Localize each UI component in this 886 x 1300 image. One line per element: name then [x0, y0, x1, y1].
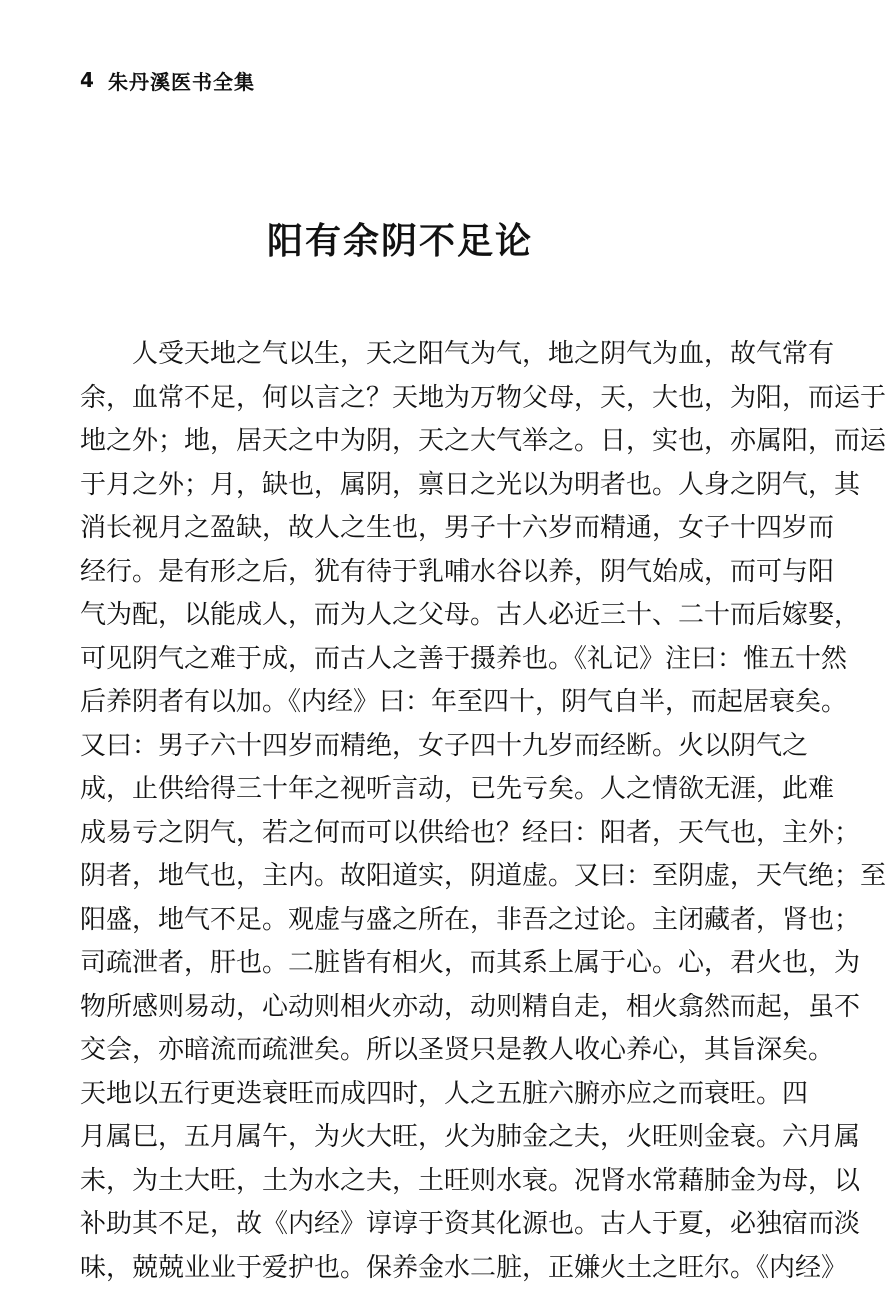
- text-line: 地之外；地，居天之中为阴，天之大气举之。日，实也，亦属阳，而运: [80, 426, 886, 456]
- text-line: 交会，亦暗流而疏泄矣。所以圣贤只是教人收心养心，其旨深矣。: [80, 1035, 835, 1065]
- page-number: 4: [80, 68, 95, 92]
- text-line: 阳盛，地气不足。观虚与盛之所在，非吾之过论。主闭藏者，肾也；: [80, 904, 861, 935]
- text-line: 补助其不足，故《内经》谆谆于资其化源也。古人于夏，必独宿而淡: [80, 1209, 861, 1239]
- text-line: 可见阴气之难于成，而古人之善于摄养也。《礼记》注曰：惟五十然: [80, 643, 848, 674]
- text-line: 成，止供给得三十年之视听言动，已先亏矣。人之情欲无涯，此难: [80, 774, 835, 804]
- text-line: 经行。是有形之后，犹有待于乳哺水谷以养，阴气始成，而可与阳: [80, 556, 835, 587]
- running-head: [80, 66, 255, 94]
- book-title: 朱丹溪医书全集: [108, 69, 255, 94]
- text-line: 阴者，地气也，主内。故阳道实，阴道虚。又曰：至阴虚，天气绝；至: [80, 861, 886, 891]
- text-line: 天地以五行更迭衰旺而成四时，人之五脏六腑亦应之而衰旺。四: [80, 1078, 809, 1109]
- text-line: 未，为土大旺，土为水之夫，土旺则水衰。况肾水常藉肺金为母，以: [80, 1165, 861, 1196]
- text-line: 成易亏之阴气，若之何而可以供给也？经曰：阳者，天气也，主外；: [80, 817, 861, 848]
- text-line: 于月之外；月，缺也，属阴，禀日之光以为明者也。人身之阴气，其: [80, 469, 861, 500]
- text-line: 消长视月之盈缺，故人之生也，男子十六岁而精通，女子十四岁而: [80, 513, 835, 543]
- text-line: 味，兢兢业业于爱护也。保养金水二脏，正嫌火土之旺尔。《内经》: [80, 1252, 848, 1283]
- text-line: 后养阴者有以加。《内经》曰：年至四十，阴气自半，而起居衰矣。: [80, 687, 848, 717]
- text-line: 余，血常不足，何以言之？天地为万物父母，天，大也，为阳，而运于: [80, 382, 886, 413]
- text-line: 气为配，以能成人，而为人之父母。古人必近三十、二十而后嫁娶，: [80, 600, 861, 630]
- text-line: 物所感则易动，心动则相火亦动，动则精自走，相火翕然而起，虽不: [80, 991, 861, 1022]
- article-body: [80, 333, 886, 1290]
- text-line: 又曰：男子六十四岁而精绝，女子四十九岁而经断。火以阴气之: [80, 730, 809, 761]
- text-line: 月属巳，五月属午，为火大旺，火为肺金之夫，火旺则金衰。六月属: [80, 1122, 861, 1152]
- text-line: 司疏泄者，肝也。二脏皆有相火，而其系上属于心。心，君火也，为: [80, 948, 861, 978]
- article-title: 阳有余阴不足论: [266, 221, 533, 262]
- text-line: 人受天地之气以生，天之阳气为气，地之阴气为血，故气常有: [132, 339, 835, 369]
